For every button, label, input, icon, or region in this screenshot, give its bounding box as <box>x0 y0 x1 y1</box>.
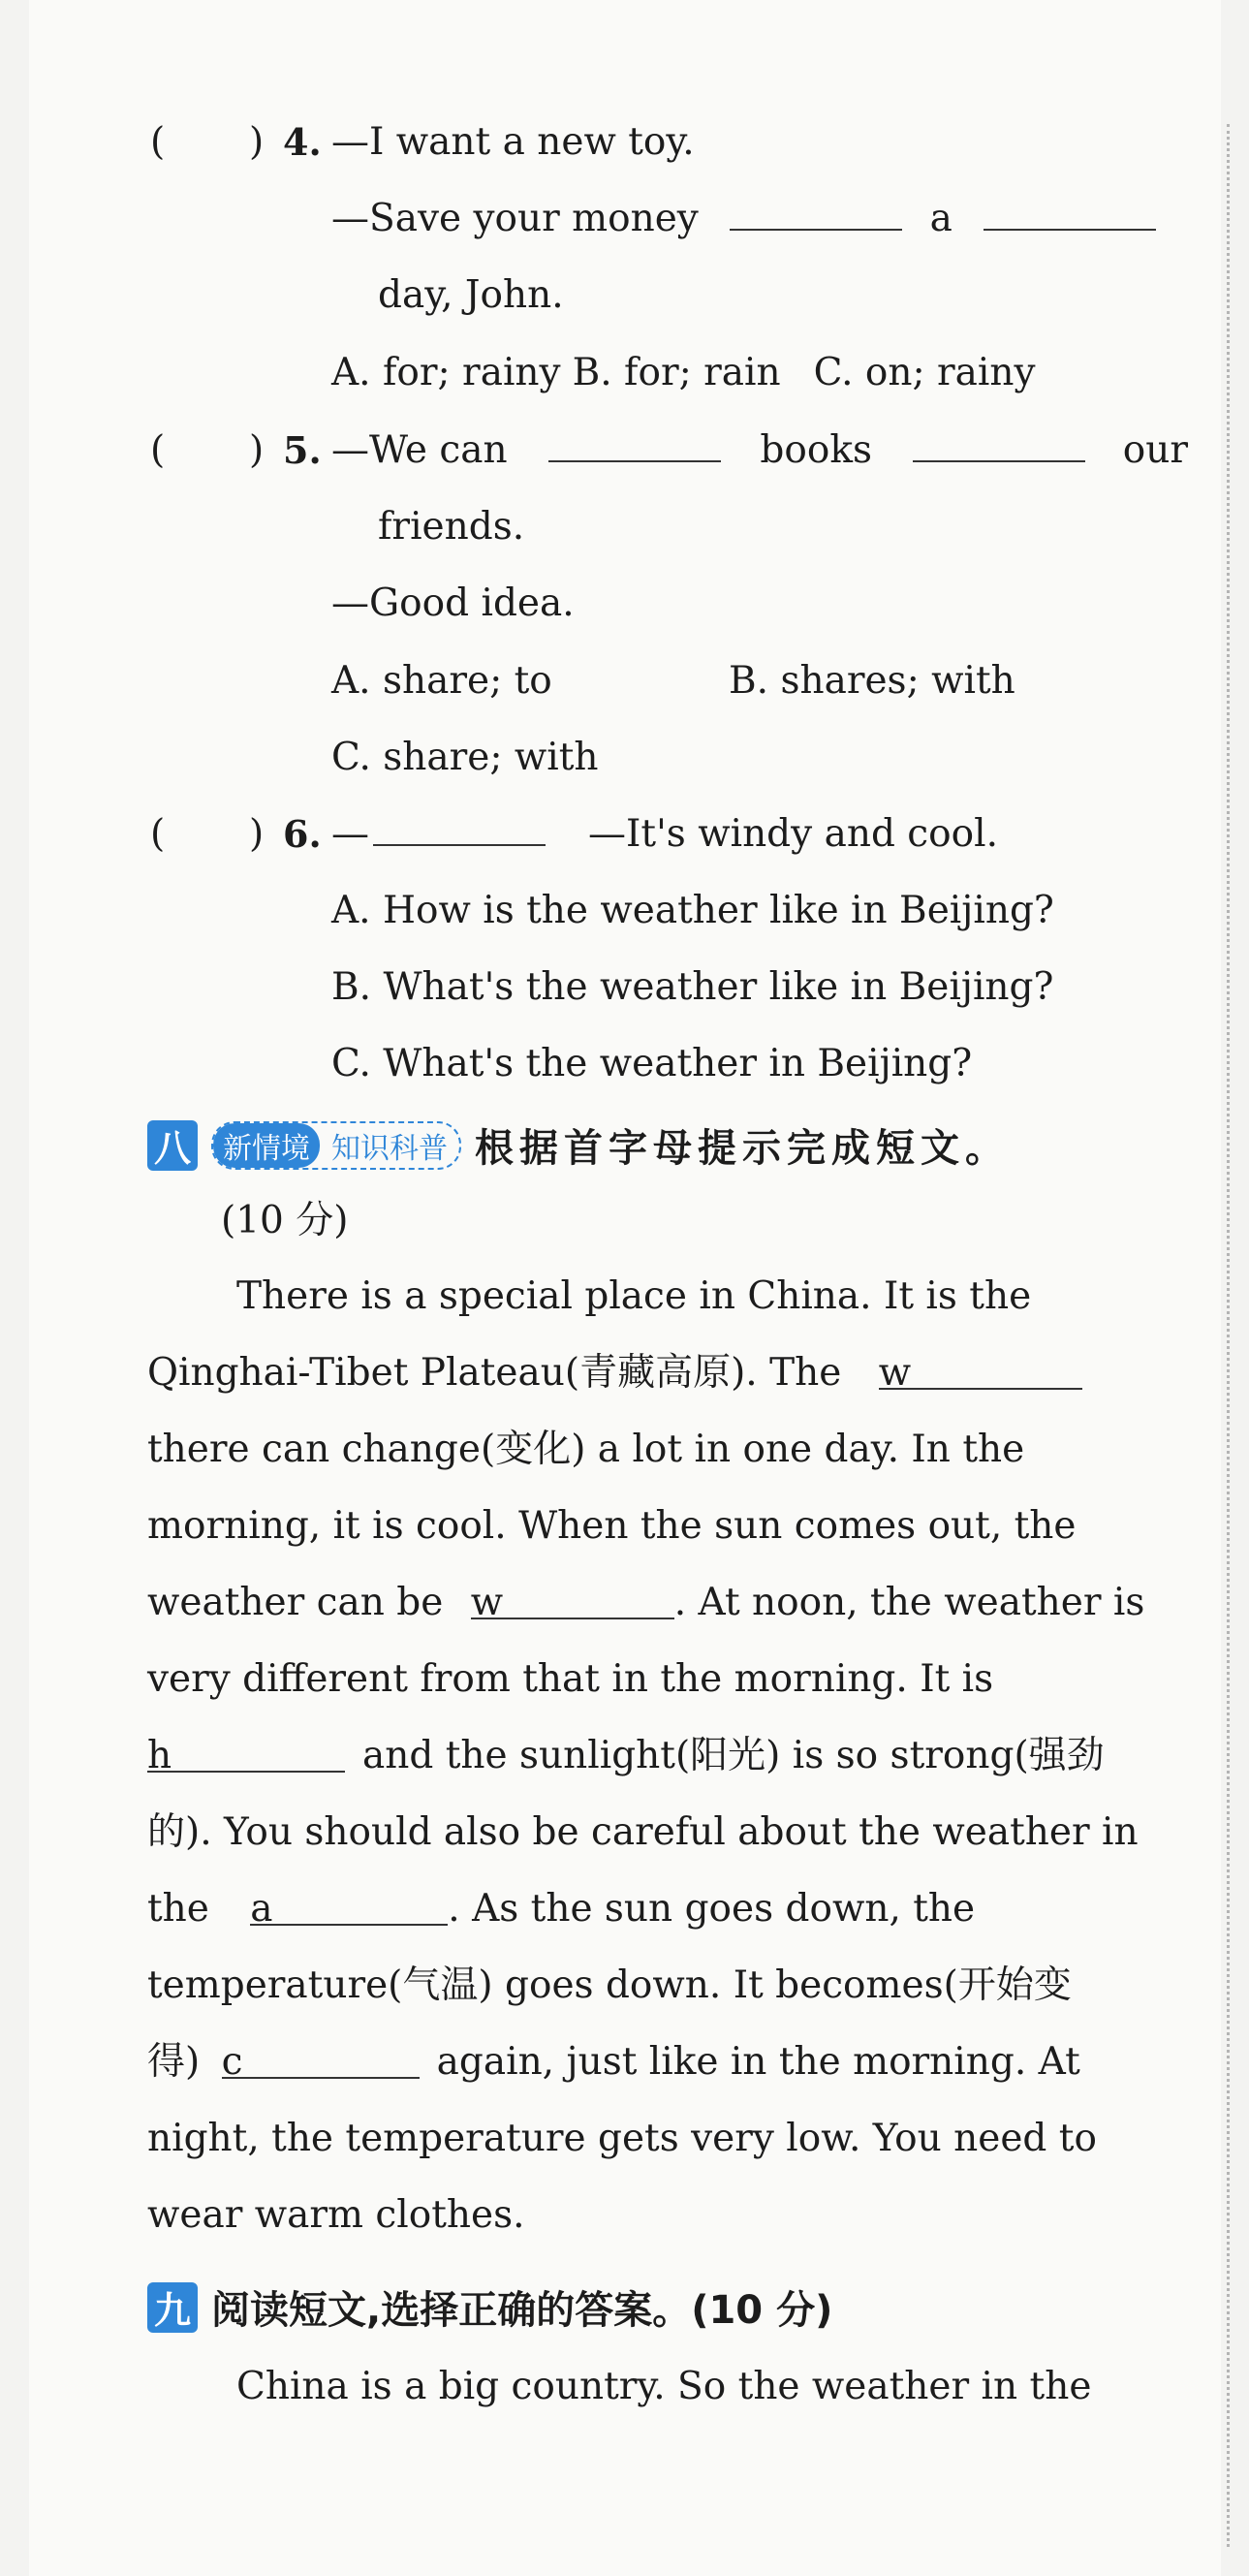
q4-option-b[interactable]: B. for; rain <box>572 351 781 394</box>
worksheet-page <box>29 0 1221 2576</box>
answer-paren-4[interactable]: ( ) <box>150 120 265 164</box>
q5-blank-2[interactable] <box>913 431 1085 462</box>
passage-line-3: there can change(变化) a lot in one day. In the <box>147 1428 1025 1471</box>
question-number-4: 4. <box>283 120 322 164</box>
passage-blank-2[interactable]: w <box>471 1588 674 1619</box>
section8-score: (10 分) <box>221 1199 349 1242</box>
passage-line-11: 得) c again, just like in the morning. At <box>147 2040 1080 2084</box>
passage-line-13: wear warm clothes. <box>147 2193 525 2237</box>
passage-line-6: very different from that in the morning. It is <box>147 1657 994 1701</box>
section9-line-1: China is a big country. So the weather in the <box>236 2365 1092 2408</box>
passage-line-5: weather can be w . At noon, the weather is <box>147 1581 1145 1624</box>
q6-blank[interactable] <box>373 815 546 846</box>
q5-dialog-line1: —We can books our <box>331 428 1189 472</box>
passage-blank-3[interactable]: h <box>147 1742 345 1773</box>
section8-number: 八 <box>147 1120 198 1171</box>
passage-line-2: Qinghai-Tibet Plateau(青藏高原). The w <box>147 1349 1082 1398</box>
q5-dialog-line3: —Good idea. <box>331 581 575 625</box>
passage-line-4: morning, it is cool. When the sun comes out, the <box>147 1504 1077 1548</box>
q5-option-c[interactable]: C. share; with <box>331 736 599 779</box>
q4-blank-1[interactable] <box>730 200 902 231</box>
q5-option-a[interactable]: A. share; to <box>331 659 552 703</box>
passage-line-8: 的). You should also be careful about the weather in <box>147 1810 1139 1854</box>
q4-dialog-line1: —I want a new toy. <box>331 120 695 164</box>
passage-line-12: night, the temperature gets very low. You need to <box>147 2117 1097 2160</box>
section9-number: 九 <box>147 2282 198 2333</box>
section8-tag <box>211 1121 461 1170</box>
answer-paren-6[interactable]: ( ) <box>150 812 265 856</box>
answer-paren-5[interactable]: ( ) <box>150 428 265 472</box>
q5-option-b[interactable]: B. shares; with <box>729 659 1015 703</box>
question-number-5: 5. <box>283 428 322 472</box>
passage-blank-1[interactable]: w <box>879 1359 1082 1390</box>
section8-heading <box>147 1117 1010 1173</box>
q6-option-c[interactable]: C. What's the weather in Beijing? <box>331 1042 973 1085</box>
section9-title: 阅读短文,选择正确的答案。(10 分) <box>211 2288 833 2333</box>
q6-option-b[interactable]: B. What's the weather like in Beijing? <box>331 965 1054 1009</box>
margin-dashed-line <box>1227 124 1230 2547</box>
passage-line-7: h and the sunlight(阳光) is so strong(强劲 <box>147 1734 1105 1777</box>
section9-heading <box>147 2279 832 2335</box>
q4-blank-2[interactable] <box>984 200 1156 231</box>
q4-dialog-line3: day, John. <box>378 273 564 317</box>
q5-blank-1[interactable] <box>548 431 721 462</box>
question-number-6: 6. <box>283 812 322 856</box>
q5-dialog-line2: friends. <box>378 505 525 549</box>
q4-dialog-line2: —Save your money a <box>331 195 1156 243</box>
passage-blank-5[interactable]: c <box>222 2048 420 2079</box>
passage-blank-4[interactable]: a <box>250 1895 448 1926</box>
q4-options <box>331 349 1036 397</box>
q6-dialog-line1: — —It's windy and cool. <box>331 812 998 856</box>
passage-line-9: the a . As the sun goes down, the <box>147 1887 976 1931</box>
section8-tag-main: 新情境 <box>213 1123 320 1168</box>
q6-option-a[interactable]: A. How is the weather like in Beijing? <box>331 889 1054 932</box>
section8-tag-sub: 知识科普 <box>331 1131 448 1166</box>
passage-line-10: temperature(气温) goes down. It becomes(开始变 <box>147 1963 1072 2007</box>
q4-option-c[interactable]: C. on; rainy <box>813 351 1036 394</box>
passage-line-1: There is a special place in China. It is the <box>236 1274 1032 1318</box>
section8-title: 根据首字母提示完成短文。 <box>475 1126 1010 1171</box>
q4-option-a[interactable]: A. for; rainy <box>331 351 561 394</box>
